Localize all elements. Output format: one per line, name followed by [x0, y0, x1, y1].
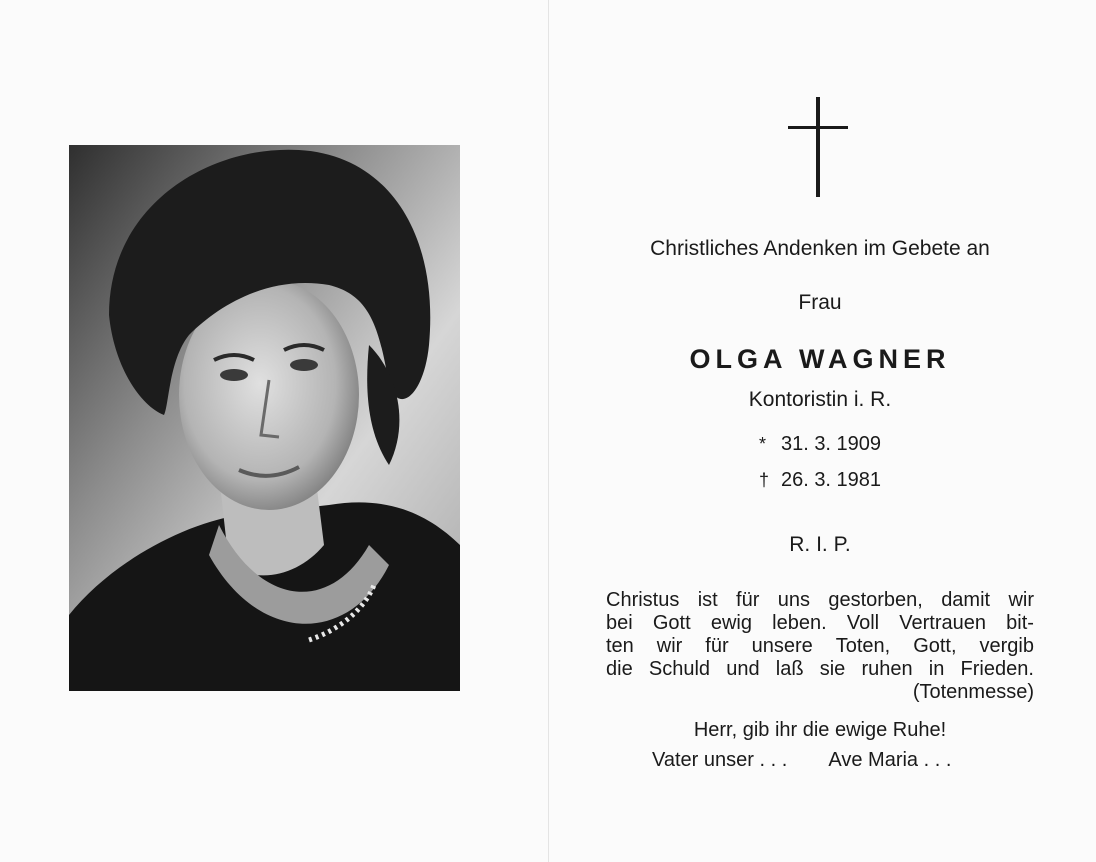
prayer-word: Frieden.	[960, 658, 1034, 680]
right-panel	[560, 0, 1080, 862]
birth-date: 31. 3. 1909	[780, 433, 882, 455]
prayer-word: Gott	[652, 612, 691, 634]
prayer-word: leben.	[772, 612, 827, 634]
prayer-word: uns	[777, 589, 810, 611]
prayer-source: (Totenmesse)	[912, 681, 1034, 703]
prayer-word: Gott,	[913, 635, 957, 657]
prayer-word: die	[606, 658, 633, 680]
prayer-word: sie	[819, 658, 846, 680]
prayer-word: wir	[1008, 589, 1034, 611]
prayer-line	[606, 612, 1034, 635]
prayer-word: ten	[606, 635, 634, 657]
occupation: Kontoristin i. R.	[748, 388, 892, 411]
prayer-line	[606, 658, 1034, 681]
prayer-word: ewig	[710, 612, 752, 634]
prayer-word: Vertrauen	[899, 612, 986, 634]
deceased-name: OLGA WAGNER	[689, 344, 951, 374]
birth-date-row	[560, 433, 1080, 456]
prayer-name-vater-unser: Vater unser . . .	[652, 749, 788, 771]
death-date: 26. 3. 1981	[780, 469, 882, 491]
prayer-word: Christus	[606, 589, 680, 611]
prayer-name-ave-maria: Ave Maria . . .	[828, 749, 952, 771]
prayer-word: wir	[656, 635, 683, 657]
prayer-line	[606, 635, 1034, 658]
card-fold-line	[548, 0, 549, 862]
prayer-word: für	[705, 635, 729, 657]
prayer-word: laß	[775, 658, 804, 680]
prayer-word: unsere	[751, 635, 813, 657]
prayer-word: ist	[697, 589, 718, 611]
rip-text: R. I. P.	[789, 533, 851, 556]
salutation: Frau	[798, 291, 842, 314]
dedication-line: Christliches Andenken im Gebete an	[650, 237, 990, 260]
prayer-word: und	[726, 658, 760, 680]
prayer-word: Toten,	[835, 635, 891, 657]
prayer-word: vergib	[979, 635, 1034, 657]
prayer-word: gestorben,	[828, 589, 923, 611]
prayer-word: Schuld	[648, 658, 711, 680]
birth-symbol: *	[758, 434, 766, 454]
prayer-word: Voll	[846, 612, 880, 634]
prayer-names-row	[652, 749, 951, 772]
cross-icon	[788, 97, 848, 197]
prayer-word: für	[736, 589, 760, 611]
prayer-word: bit-	[1006, 612, 1034, 634]
portrait-photo	[69, 145, 460, 691]
death-symbol: †	[758, 470, 769, 490]
closing-line: Herr, gib ihr die ewige Ruhe!	[693, 719, 947, 741]
prayer-word: bei	[606, 612, 633, 634]
prayer-word: in	[928, 658, 945, 680]
prayer-word: ruhen	[861, 658, 913, 680]
prayer-word: damit	[941, 589, 991, 611]
prayer-text	[606, 589, 1034, 704]
prayer-line	[606, 589, 1034, 612]
portrait-illustration	[69, 145, 460, 691]
death-date-row	[560, 469, 1080, 492]
